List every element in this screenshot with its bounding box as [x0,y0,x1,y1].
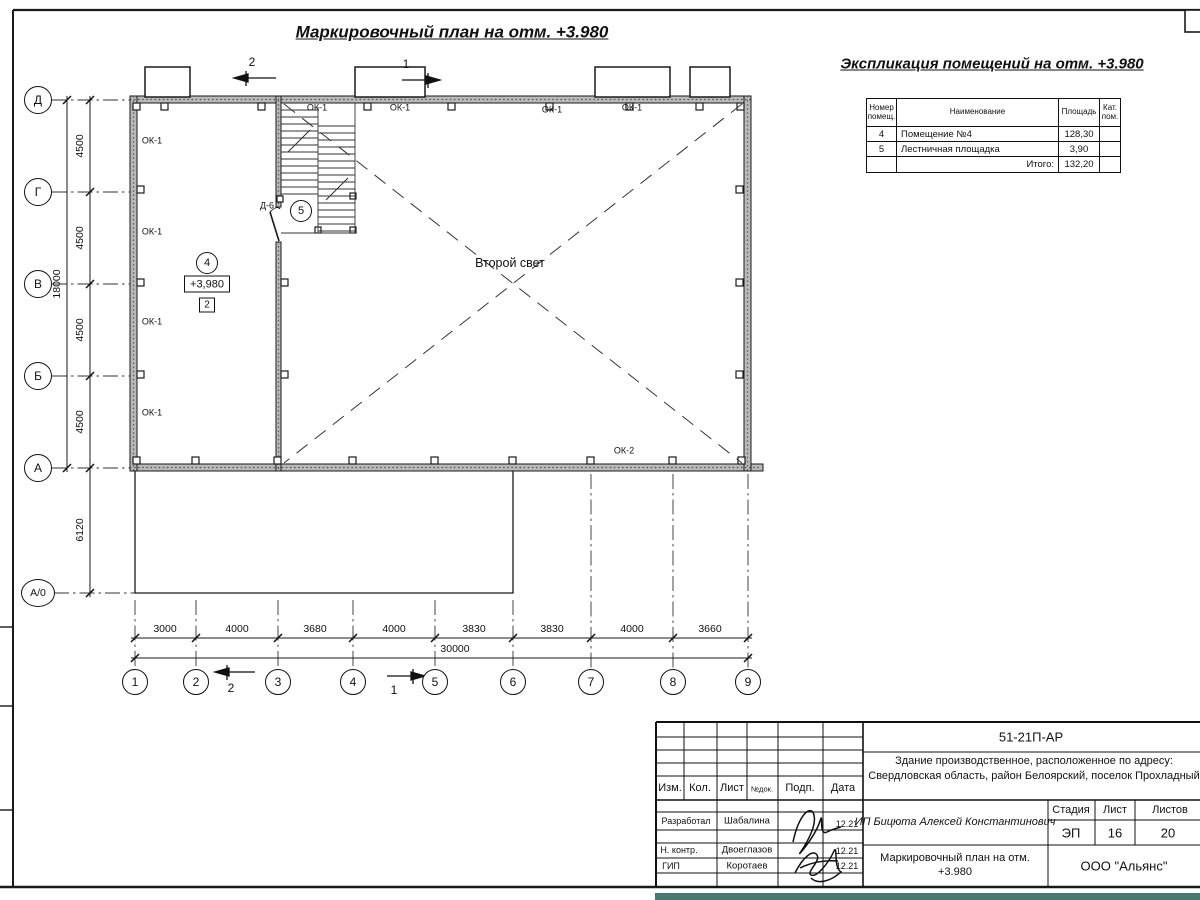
axis-label: Б [34,369,42,383]
room-number: 4 [203,257,211,269]
stamp-date: 12.21 [835,861,859,871]
axis-row-g [24,178,52,206]
axis-row-d [24,86,52,114]
doc-number: 51-21П-АР [998,729,1064,745]
axis-label: А [33,461,42,475]
dim-horizontal: 3830 [540,622,564,635]
axis-col-5 [422,669,448,695]
signature [793,811,841,882]
sheet-label: Лист [1103,804,1127,816]
axis-label: 2 [192,675,200,689]
explication-table [866,98,1121,173]
table-cell: 5 [867,142,897,157]
axis-col-9 [735,669,761,695]
dim-horizontal: 3660 [698,622,722,635]
stamp-header-izm: Изм. [658,782,682,794]
table-cell [1100,127,1120,142]
room-tag-5 [290,200,312,222]
object-description: Здание производственное, расположенное по адресу: Свердловская область, район Белоярский, поселок Прохладный [868,755,1200,782]
sheets-label: Листов [1152,804,1188,816]
axis-col-2 [183,669,209,695]
table-cell: 4 [867,127,897,142]
axis-label: 3 [274,675,282,689]
window-mark-ok1: ОК-1 [141,407,163,418]
stage-value: ЭП [1061,825,1081,841]
axis-label: 5 [431,675,439,689]
stamp-date: 12.21 [835,819,859,829]
stamp-role: ГИП [662,861,680,871]
dim-horizontal: 4000 [225,622,249,635]
stamp-date: 12.21 [835,846,859,856]
section-mark-2: 2 [227,681,235,695]
window-mark-ok1: ОК-1 [141,316,163,327]
table-cell: Лестничная площадка [897,142,1059,157]
axis-col-6 [500,669,526,695]
total-label: Итого: [897,157,1059,172]
client-name: ИП Бицюта Алексей Константинович [854,816,1056,828]
stamp-header-podp: Подп. [785,782,815,794]
door-leaf [270,208,280,241]
stamp-name: Коротаев [726,860,768,872]
wall-type-value: 2 [204,299,210,311]
axis-lines [52,100,748,668]
axis-col-3 [265,669,291,695]
axis-col-1 [122,669,148,695]
axis-col-7 [578,669,604,695]
window-mark-ok1: ОК-1 [141,135,163,146]
axis-row-v [24,270,52,298]
window-mark-ok1: ОК-1 [141,226,163,237]
section-mark-2: 2 [248,55,256,69]
table-cell: 128,30 [1059,127,1100,142]
sheet-value: 16 [1107,825,1123,841]
dim-horizontal-total: 30000 [440,642,470,655]
stamp-role: Разработал [661,816,711,826]
dim-vertical: 4500 [73,226,86,250]
col-header-cat: Кат. пом. [1100,99,1120,127]
stamp-header-data: Дата [830,782,856,794]
dim-horizontal: 3830 [462,622,486,635]
axis-row-b [24,362,52,390]
col-header-num: Номер помещ. [867,99,897,127]
axis-label: 6 [509,675,517,689]
col-header-area: Площадь [1059,99,1100,127]
axis-label: Г [34,185,42,199]
window-mark-ok1: ОК-1 [389,102,411,113]
stamp-header-ndok: №док. [751,784,773,794]
dim-vertical: 4500 [73,318,86,342]
dimension-lines [67,96,752,658]
stamp-role: Н. контр. [660,845,698,855]
window-mark-ok2: ОК-2 [613,445,635,456]
scan-artifact-bar [655,893,1200,900]
stamp-header-kol: Кол. [689,782,711,794]
axis-label: 9 [744,675,752,689]
dimension-ticks [63,96,752,662]
stamp-drawing-title: Маркировочный план на отм. +3.980 [880,852,1030,878]
axis-label: 1 [131,675,139,689]
dim-vertical: 4500 [73,134,86,158]
window-mark-ok1: ОК-1 [541,104,563,115]
table-cell [867,157,897,172]
dim-vertical-total: 18000 [50,269,63,299]
axis-label: Д [33,93,43,107]
second-light-cross [284,104,742,463]
window-mark-ok1: ОК-1 [306,102,328,113]
explication-title: Экспликация помещений на отм. +3.980 [840,55,1144,73]
stamp-name: Двоеглазов [721,844,773,856]
dim-annex-height: 6120 [73,518,86,542]
room-tag-4 [196,252,218,274]
axis-label: 8 [669,675,677,689]
dim-horizontal: 4000 [382,622,406,635]
parapet-bumpouts [145,67,730,97]
window-mark-ok1: ОК-1 [621,102,643,113]
table-cell: Помещение №4 [897,127,1059,142]
axis-row-a [24,454,52,482]
axis-label: 4 [349,675,357,689]
second-light-label: Второй свет [475,255,545,270]
dim-horizontal: 3000 [153,622,177,635]
elevation-mark [184,276,230,293]
axis-col-8 [660,669,686,695]
section-arrows [215,71,440,684]
section-mark-1: 1 [402,57,410,71]
axis-label: В [33,277,42,291]
plan-title: Маркировочный план на отм. +3.980 [295,22,609,42]
dim-horizontal: 3680 [303,622,327,635]
stage-label: Стадия [1052,804,1090,816]
col-header-name: Наименование [897,99,1059,127]
sheets-value: 20 [1160,825,1176,841]
axis-col-4 [340,669,366,695]
table-cell [1100,142,1120,157]
table-cell [1100,157,1120,172]
section-mark-1: 1 [390,683,398,697]
axis-label: А/0 [30,587,46,599]
axis-row-a0 [21,579,55,607]
stamp-name: Шабалина [724,815,770,827]
total-value: 132,20 [1059,157,1100,172]
door-mark: Д-6 [259,200,275,211]
axis-label: 7 [587,675,595,689]
organization-name: ООО "Альянс" [1080,858,1168,874]
room-number: 5 [297,205,305,217]
elevation-value: +3,980 [190,278,224,290]
dim-vertical: 4500 [73,410,86,434]
dim-horizontal: 4000 [620,622,644,635]
annex-outline [135,471,513,593]
wall-type-mark [199,298,215,313]
table-cell: 3,90 [1059,142,1100,157]
stamp-header-list: Лист [720,782,744,794]
